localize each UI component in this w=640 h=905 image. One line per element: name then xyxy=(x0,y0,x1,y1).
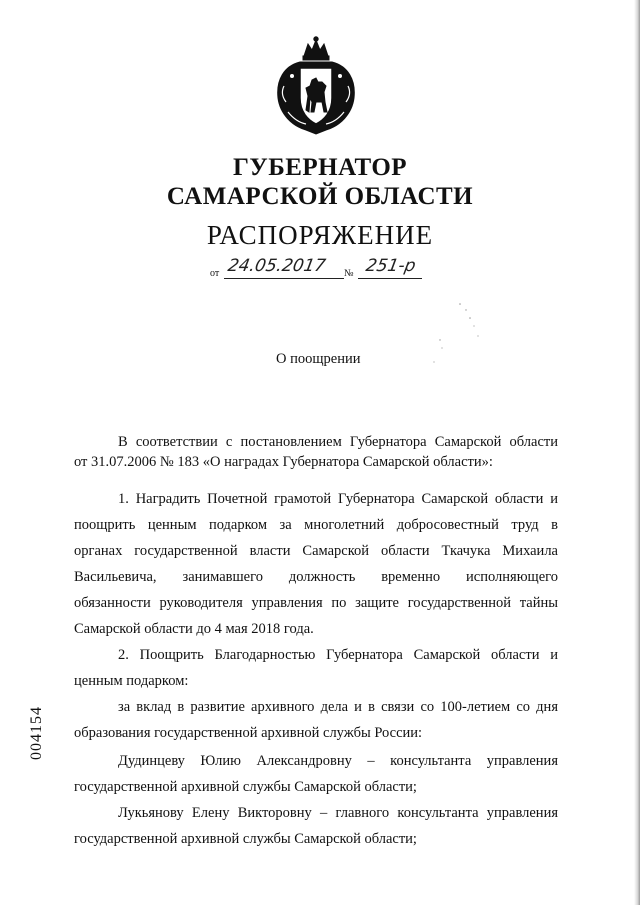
date-underline xyxy=(224,278,344,279)
text-line: 2. Поощрить Благодарностью Губернатора Самарской области и xyxy=(118,647,558,663)
text-line: поощрить ценным подарком за многолетний добросовестный труд в xyxy=(74,517,558,533)
date-label: от xyxy=(210,268,220,279)
scan-noise xyxy=(430,300,490,380)
date-value: 24.05.2017 xyxy=(226,256,328,276)
text-line: от 31.07.2006 № 183 «О наградах Губернатора Самарской области»: xyxy=(74,454,493,470)
text-line: Самарской области до 4 мая 2018 года. xyxy=(74,621,314,637)
side-serial-number: 004154 xyxy=(28,706,45,760)
intro-paragraph xyxy=(74,432,558,472)
coat-of-arms-icon xyxy=(270,36,362,136)
text-line: ценным подарком: xyxy=(74,673,189,689)
person-1-paragraph xyxy=(74,748,558,800)
text-line: государственной архивной службы Самарской области; xyxy=(74,779,417,795)
document-type: РАСПОРЯЖЕНИЕ xyxy=(206,220,434,250)
text-line: за вклад в развитие архивного дела и в связи со 100-летием со дня xyxy=(118,699,558,715)
text-line: Лукьянову Елену Викторовну – главного консультанта управления xyxy=(118,805,558,821)
header-title-line2: САМАРСКОЙ ОБЛАСТИ xyxy=(166,183,474,210)
text-line: государственной архивной службы Самарской области; xyxy=(74,831,417,847)
item-2-paragraph xyxy=(74,642,558,694)
date-number-line xyxy=(210,256,430,282)
number-value: 251-р xyxy=(364,256,418,276)
number-underline xyxy=(358,278,422,279)
scan-edge-shadow xyxy=(634,0,640,905)
text-line: образования государственной архивной службы России: xyxy=(74,725,423,741)
document-subject: О поощрении xyxy=(276,351,361,367)
number-label: № xyxy=(344,268,354,279)
text-line: Дудинцеву Юлию Александровну – консультанта управления xyxy=(118,753,558,769)
text-line: Васильевича, занимавшего должность временно исполняющего xyxy=(74,569,558,585)
text-line: В соответствии с постановлением Губернатора Самарской области xyxy=(118,434,558,450)
text-line: обязанности руководителя управления по защите государственной тайны xyxy=(74,595,558,611)
text-line: органах государственной власти Самарской области Ткачука Михаила xyxy=(74,543,558,559)
person-2-paragraph xyxy=(74,800,558,852)
header-title-line1: ГУБЕРНАТОР xyxy=(232,154,408,181)
reason-paragraph xyxy=(74,694,558,746)
text-line: 1. Наградить Почетной грамотой Губернатора Самарской области и xyxy=(118,491,558,507)
item-1-paragraph xyxy=(74,486,558,642)
